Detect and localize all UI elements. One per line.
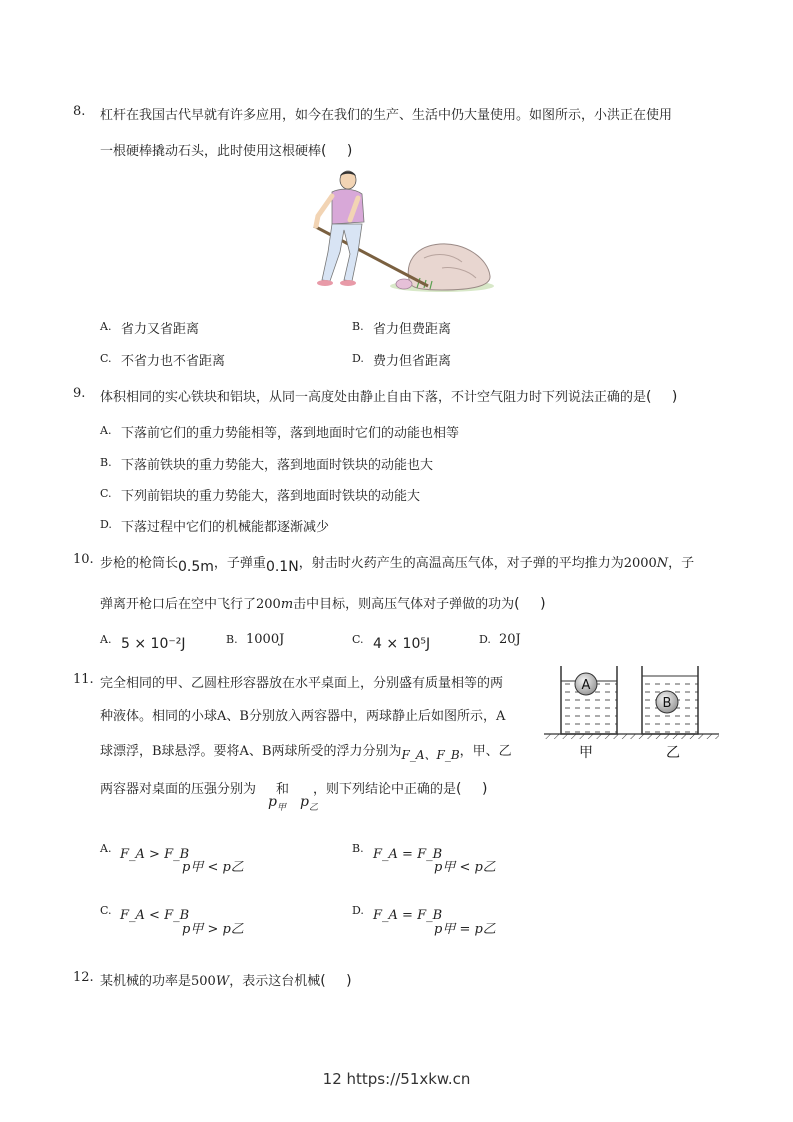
q11-option-a-label: A. <box>100 842 112 855</box>
q10-option-d: 20J <box>499 632 521 647</box>
q8-option-d: 费力但省距离 <box>373 354 452 369</box>
q11-option-a-pressure: p甲 < p乙 <box>182 860 244 875</box>
ball-b-label: B <box>662 696 672 711</box>
q9-option-b: 下落前铁块的重力势能大，落到地面时铁块的动能也大 <box>121 458 434 473</box>
q8-option-b-label: B. <box>352 320 364 333</box>
q10-number: 10. <box>73 552 94 567</box>
q11-option-b-pressure: p甲 < p乙 <box>434 860 496 875</box>
q11-option-b-force: F_A = F_B <box>373 847 443 862</box>
container-yi-label: 乙 <box>666 745 680 761</box>
answer-paren: ( ) <box>514 596 554 612</box>
container-jia-label: 甲 <box>579 745 593 761</box>
q9-option-a: 下落前它们的重力势能相等，落到地面时它们的动能也相等 <box>121 426 460 441</box>
q11-line3: 球漂浮，B球悬浮。要将A、B两球所受的浮力分别为F_A、F_B，甲、乙 <box>100 744 512 762</box>
q8-option-a: 省力又省距离 <box>121 322 200 337</box>
q11-option-c-force: F_A < F_B <box>120 908 190 923</box>
q11-option-a-force: F_A > F_B <box>120 847 190 862</box>
q11-option-b-label: B. <box>352 842 364 855</box>
p-jia-symbol: $p_甲$ <box>268 794 286 813</box>
q10-option-c-label: C. <box>352 633 364 646</box>
q11-option-d-force: F_A = F_B <box>373 908 443 923</box>
q8-option-c: 不省力也不省距离 <box>121 354 226 369</box>
q11-option-c-label: C. <box>100 904 112 917</box>
q10-option-b-label: B. <box>226 633 238 646</box>
q8-option-b: 省力但费距离 <box>373 322 452 337</box>
q9-number: 9. <box>73 386 86 401</box>
q12-line1: 某机械的功率是500W，表示这台机械( ) <box>100 973 360 989</box>
q8-line2: 一根硬棒撬动石头，此时使用这根硬棒( ) <box>100 143 361 159</box>
q8-option-c-label: C. <box>100 352 112 365</box>
q10-line1: 步枪的枪筒长0.5m，子弹重0.1N，射击时火药产生的高温高压气体，对子弹的平均推力为2000N，子 <box>100 556 695 575</box>
answer-paren: ( ) <box>320 973 360 989</box>
q9-option-d-label: D. <box>100 518 112 531</box>
lever-illustration <box>292 168 502 296</box>
q11-line2: 种液体。相同的小球A、B分别放入两容器中，两球静止后如图所示，A <box>100 709 506 724</box>
page-footer: 12 https://51xkw.cn <box>322 1070 471 1088</box>
q8-option-a-label: A. <box>100 320 112 333</box>
q8-line1: 杠杆在我国古代早就有许多应用，如今在我们的生产、生活中仍大量使用。如图所示，小洪正在使用 <box>100 108 673 123</box>
q11-line4: 两容器对桌面的压强分别为 和 ，则下列结论中正确的是( ) <box>100 781 496 797</box>
q12-number: 12. <box>73 970 94 985</box>
p-yi-symbol: $p_乙$ <box>300 794 318 813</box>
q10-option-d-label: D. <box>479 633 491 646</box>
q10-option-a-label: A. <box>100 633 112 646</box>
answer-paren: ( ) <box>456 781 496 797</box>
q11-number: 11. <box>73 672 94 687</box>
answer-paren: ( ) <box>321 143 361 159</box>
q8-option-d-label: D. <box>352 352 364 365</box>
q11-option-d-pressure: p甲 = p乙 <box>434 922 496 937</box>
q9-line1: 体积相同的实心铁块和铝块，从同一高度处由静止自由下落，不计空气阻力时下列说法正确的是( ) <box>100 389 686 405</box>
q11-line1: 完全相同的甲、乙圆柱形容器放在水平桌面上，分别盛有质量相等的两 <box>100 676 504 691</box>
q11-option-c-pressure: p甲 > p乙 <box>182 922 244 937</box>
q10-option-b: 1000J <box>246 632 285 647</box>
ball-a-label: A <box>581 678 591 693</box>
q9-option-a-label: A. <box>100 424 112 437</box>
q9-option-c-label: C. <box>100 487 112 500</box>
q8-number: 8. <box>73 104 86 119</box>
q9-option-d: 下落过程中它们的机械能都逐渐减少 <box>121 520 330 535</box>
q10-line2: 弹离开枪口后在空中飞行了200m击中目标，则高压气体对子弹做的功为( ) <box>100 596 554 612</box>
q11-option-d-label: D. <box>352 904 364 917</box>
q10-option-a: 5 × 10⁻²J <box>121 636 186 652</box>
q9-option-b-label: B. <box>100 456 112 469</box>
containers-figure <box>544 664 722 764</box>
answer-paren: ( ) <box>646 389 686 405</box>
q9-option-c: 下列前铝块的重力势能大，落到地面时铁块的动能大 <box>121 489 421 504</box>
q10-option-c: 4 × 10⁵J <box>373 636 431 652</box>
